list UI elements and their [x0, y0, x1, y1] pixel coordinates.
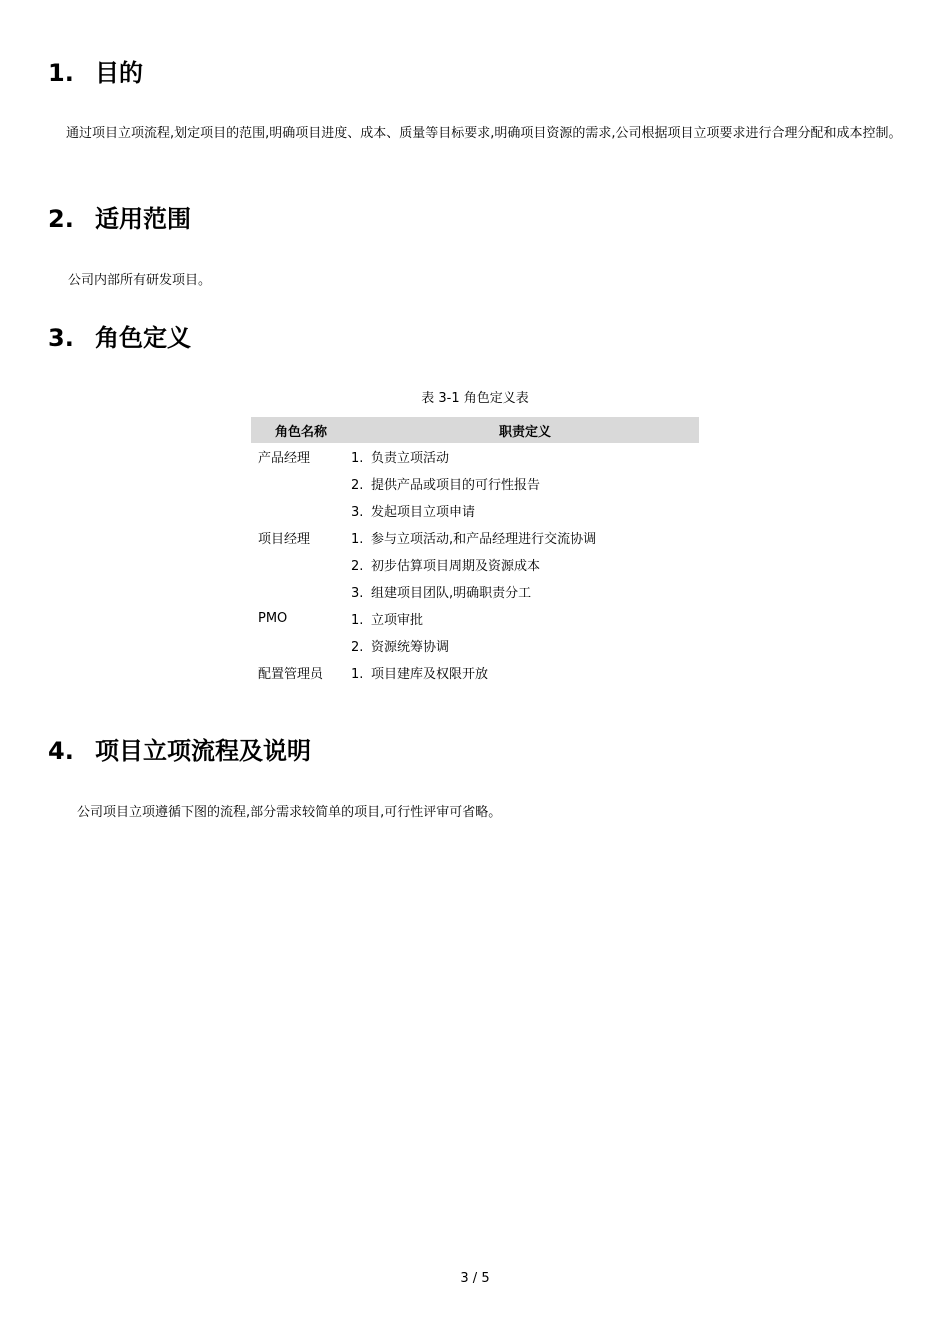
header-duty-definition: 职责定义: [351, 417, 699, 443]
duty-text: 负责立项活动: [371, 451, 450, 466]
table-caption: 表 3-1 角色定义表: [421, 391, 529, 406]
scope-paragraph: 公司内部所有研发项目。: [68, 273, 212, 288]
table-row: [251, 551, 699, 578]
table-row: [251, 659, 699, 686]
duty-number: 2.: [351, 559, 364, 574]
duty-number: 3.: [351, 586, 364, 601]
duty-number: 1.: [351, 451, 364, 466]
duty-number: 2.: [351, 640, 364, 655]
section-title: 项目立项流程及说明: [95, 737, 311, 765]
header-role-name: 角色名称: [251, 417, 351, 443]
section-number: 4.: [48, 737, 74, 765]
section-heading-process: [48, 736, 311, 766]
section-title: 角色定义: [95, 324, 191, 352]
role-name-cell: [251, 551, 351, 578]
role-name-cell: [251, 578, 351, 605]
duty-text: 初步估算项目周期及资源成本: [371, 559, 541, 574]
section-heading-scope: [48, 204, 191, 234]
duty-text: 组建项目团队,明确职责分工: [371, 586, 532, 601]
table-row: [251, 632, 699, 659]
role-name-cell: [251, 632, 351, 659]
duty-number: 3.: [351, 505, 364, 520]
table-row: [251, 524, 699, 551]
section-heading-roles: [48, 323, 191, 353]
duty-cell: [351, 632, 699, 659]
duty-text: 立项审批: [371, 613, 424, 628]
duty-number: 1.: [351, 667, 364, 682]
duty-text: 资源统筹协调: [371, 640, 450, 655]
table-row: [251, 605, 699, 632]
role-definition-table: [251, 417, 699, 686]
section-number: 1.: [48, 59, 74, 87]
role-name-cell: [251, 470, 351, 497]
table-row: [251, 578, 699, 605]
section-number: 2.: [48, 205, 74, 233]
role-name-cell: 项目经理: [258, 532, 311, 547]
duty-cell: [351, 659, 699, 686]
duty-cell: [351, 497, 699, 524]
process-paragraph: 公司项目立项遵循下图的流程,部分需求较简单的项目,可行性评审可省略。: [77, 805, 502, 820]
duty-cell: [351, 470, 699, 497]
duty-text: 项目建库及权限开放: [371, 667, 489, 682]
duty-cell: [351, 605, 699, 632]
section-title: 适用范围: [95, 205, 191, 233]
role-name-cell: 产品经理: [258, 451, 311, 466]
table-row: [251, 497, 699, 524]
table-row: [251, 470, 699, 497]
role-name-cell: 配置管理员: [258, 667, 324, 682]
duty-number: 2.: [351, 478, 364, 493]
section-heading-purpose: [48, 58, 143, 88]
duty-cell: [351, 524, 699, 551]
role-name-cell: PMO: [258, 611, 288, 626]
duty-text: 发起项目立项申请: [371, 505, 476, 520]
role-name-cell: [251, 497, 351, 524]
table-header-row: [251, 417, 699, 443]
section-title: 目的: [95, 59, 143, 87]
section-number: 3.: [48, 324, 74, 352]
duty-text: 参与立项活动,和产品经理进行交流协调: [371, 532, 597, 547]
duty-cell: [351, 551, 699, 578]
duty-cell: [351, 578, 699, 605]
purpose-paragraph: 通过项目立项流程,划定项目的范围,明确项目进度、成本、质量等目标要求,明确项目资源的需求,公司根据项目立项要求进行合理分配和成本控制。: [66, 126, 902, 141]
duty-cell: [351, 443, 699, 470]
duty-number: 1.: [351, 613, 364, 628]
duty-number: 1.: [351, 532, 364, 547]
table-row: [251, 443, 699, 470]
duty-text: 提供产品或项目的可行性报告: [371, 478, 541, 493]
page-number: 3 / 5: [460, 1271, 490, 1286]
